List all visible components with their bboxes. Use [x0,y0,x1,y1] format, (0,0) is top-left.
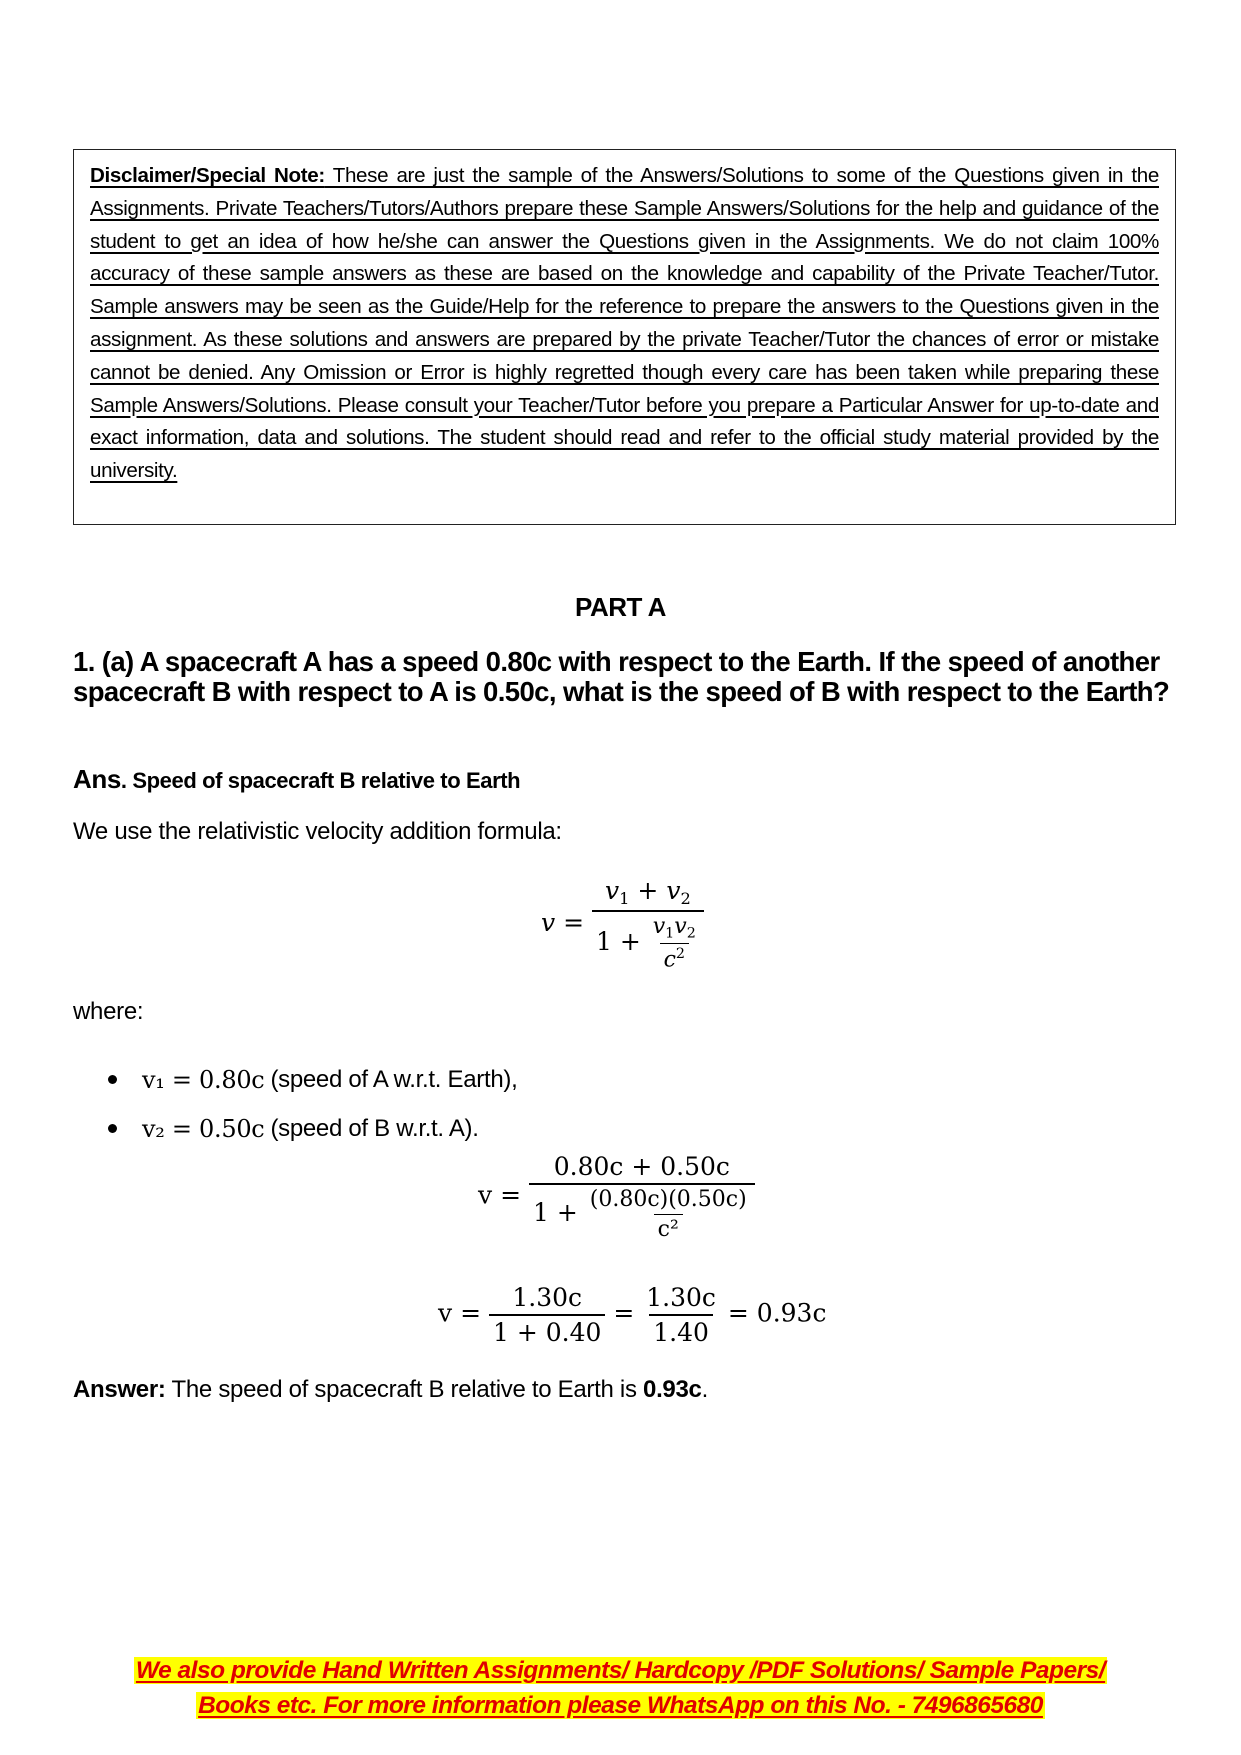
substitution-equation: v = 0.80c + 0.50c 1 + $\frac{(0.80c)(0.50c)}{\text{c²}}$ [478,1152,755,1242]
question-heading: 1. (a) A spacecraft A has a speed 0.80c with respect to the Earth. If the speed of another spacecraft B with respect to A is 0.50c, what is the speed of B with respect to the Earth? [73,646,1170,707]
simplification-result: = 0.93c [727,1298,827,1328]
part-title: PART A [575,592,666,622]
velocity-addition-formula: v = $v_1 + v_2$ 1 + $\frac{v_1v_2}{c^2}$ [541,876,704,973]
variable-symbol: v₁ = 0.80c [142,1065,265,1094]
promo-banner [0,1653,1241,1723]
variable-desc: (speed of A w.r.t. Earth), [270,1065,518,1093]
variable-list [108,1055,517,1153]
promo-line-2: Books etc. For more information please WhatsApp on this No. - 7496865680 [198,1692,1043,1719]
final-answer: Answer: The speed of spacecraft B relative to Earth is 0.93c. [73,1376,708,1403]
disclaimer-body: These are just the sample of the Answers/Solutions to some of the Questions given in the Assignments. Private Teachers/Tutors/Authors prepare these Sample Answers/Solutions for the help and guidance of the student to get an idea of how he/she can answer the Questions given in the Assignments. We do not claim 100% accuracy of these sample answers as these are based on the knowledge and capability of the Private Teacher/Tutor. Sample answers may be seen as the Guide/Help for the reference to prepare the answers to the Questions given in the assignment. As these solutions and answers are prepared by the private Teacher/Tutor the chances of error or mistake cannot be denied. Any Omission or Error is highly regretted though every care has been taken while preparing these Sample Answers/Solutions. Please consult your Teacher/Tutor before you prepare a Particular Answer for up-to-date and exact information, data and solutions. The student should read and refer to the official study material provided by the university. [90,164,1159,483]
substitution-numerator: 0.80c + 0.50c [553,1152,730,1181]
list-item [108,1055,517,1104]
final-answer-value: 0.93c [643,1376,702,1403]
list-item [108,1104,517,1153]
simplification-lhs: v = [438,1298,482,1328]
answer-heading [73,764,520,795]
bullet-icon [108,1075,117,1084]
formula-inner-denominator: $c^2$ [660,943,689,973]
intro-text: We use the relativistic velocity addition formula: [73,818,562,845]
formula-numerator: $v_1 + v_2$ [605,876,691,908]
substitution-inner-numerator: (0.80c)(0.50c) [589,1187,747,1212]
substitution-inner-denominator: c² [654,1214,683,1242]
simplification-equation: v = $\frac{1.30c}{1 + 0.40}$ = $\frac{1.30c}{1.40}$ = 0.93c [438,1283,827,1347]
final-answer-label: Answer: [73,1376,166,1403]
answer-title: . Speed of spacecraft B relative to Earth [120,768,521,793]
disclaimer-text [90,160,1159,488]
where-label: where: [73,998,144,1025]
answer-prefix: Ans [73,764,121,794]
variable-symbol: v₂ = 0.50c [142,1114,265,1143]
bullet-icon [108,1124,117,1133]
disclaimer-label: Disclaimer/Special Note: [90,164,325,187]
substitution-lhs: v = [478,1180,522,1210]
disclaimer-box [73,149,1176,525]
formula-inner-numerator: $v_1v_2$ [652,913,696,942]
formula-lhs: v = [541,907,585,937]
variable-desc: (speed of B w.r.t. A). [270,1114,479,1142]
promo-line-1: We also provide Hand Written Assignments/ Hardcopy /PDF Solutions/ Sample Papers/ [135,1657,1106,1684]
